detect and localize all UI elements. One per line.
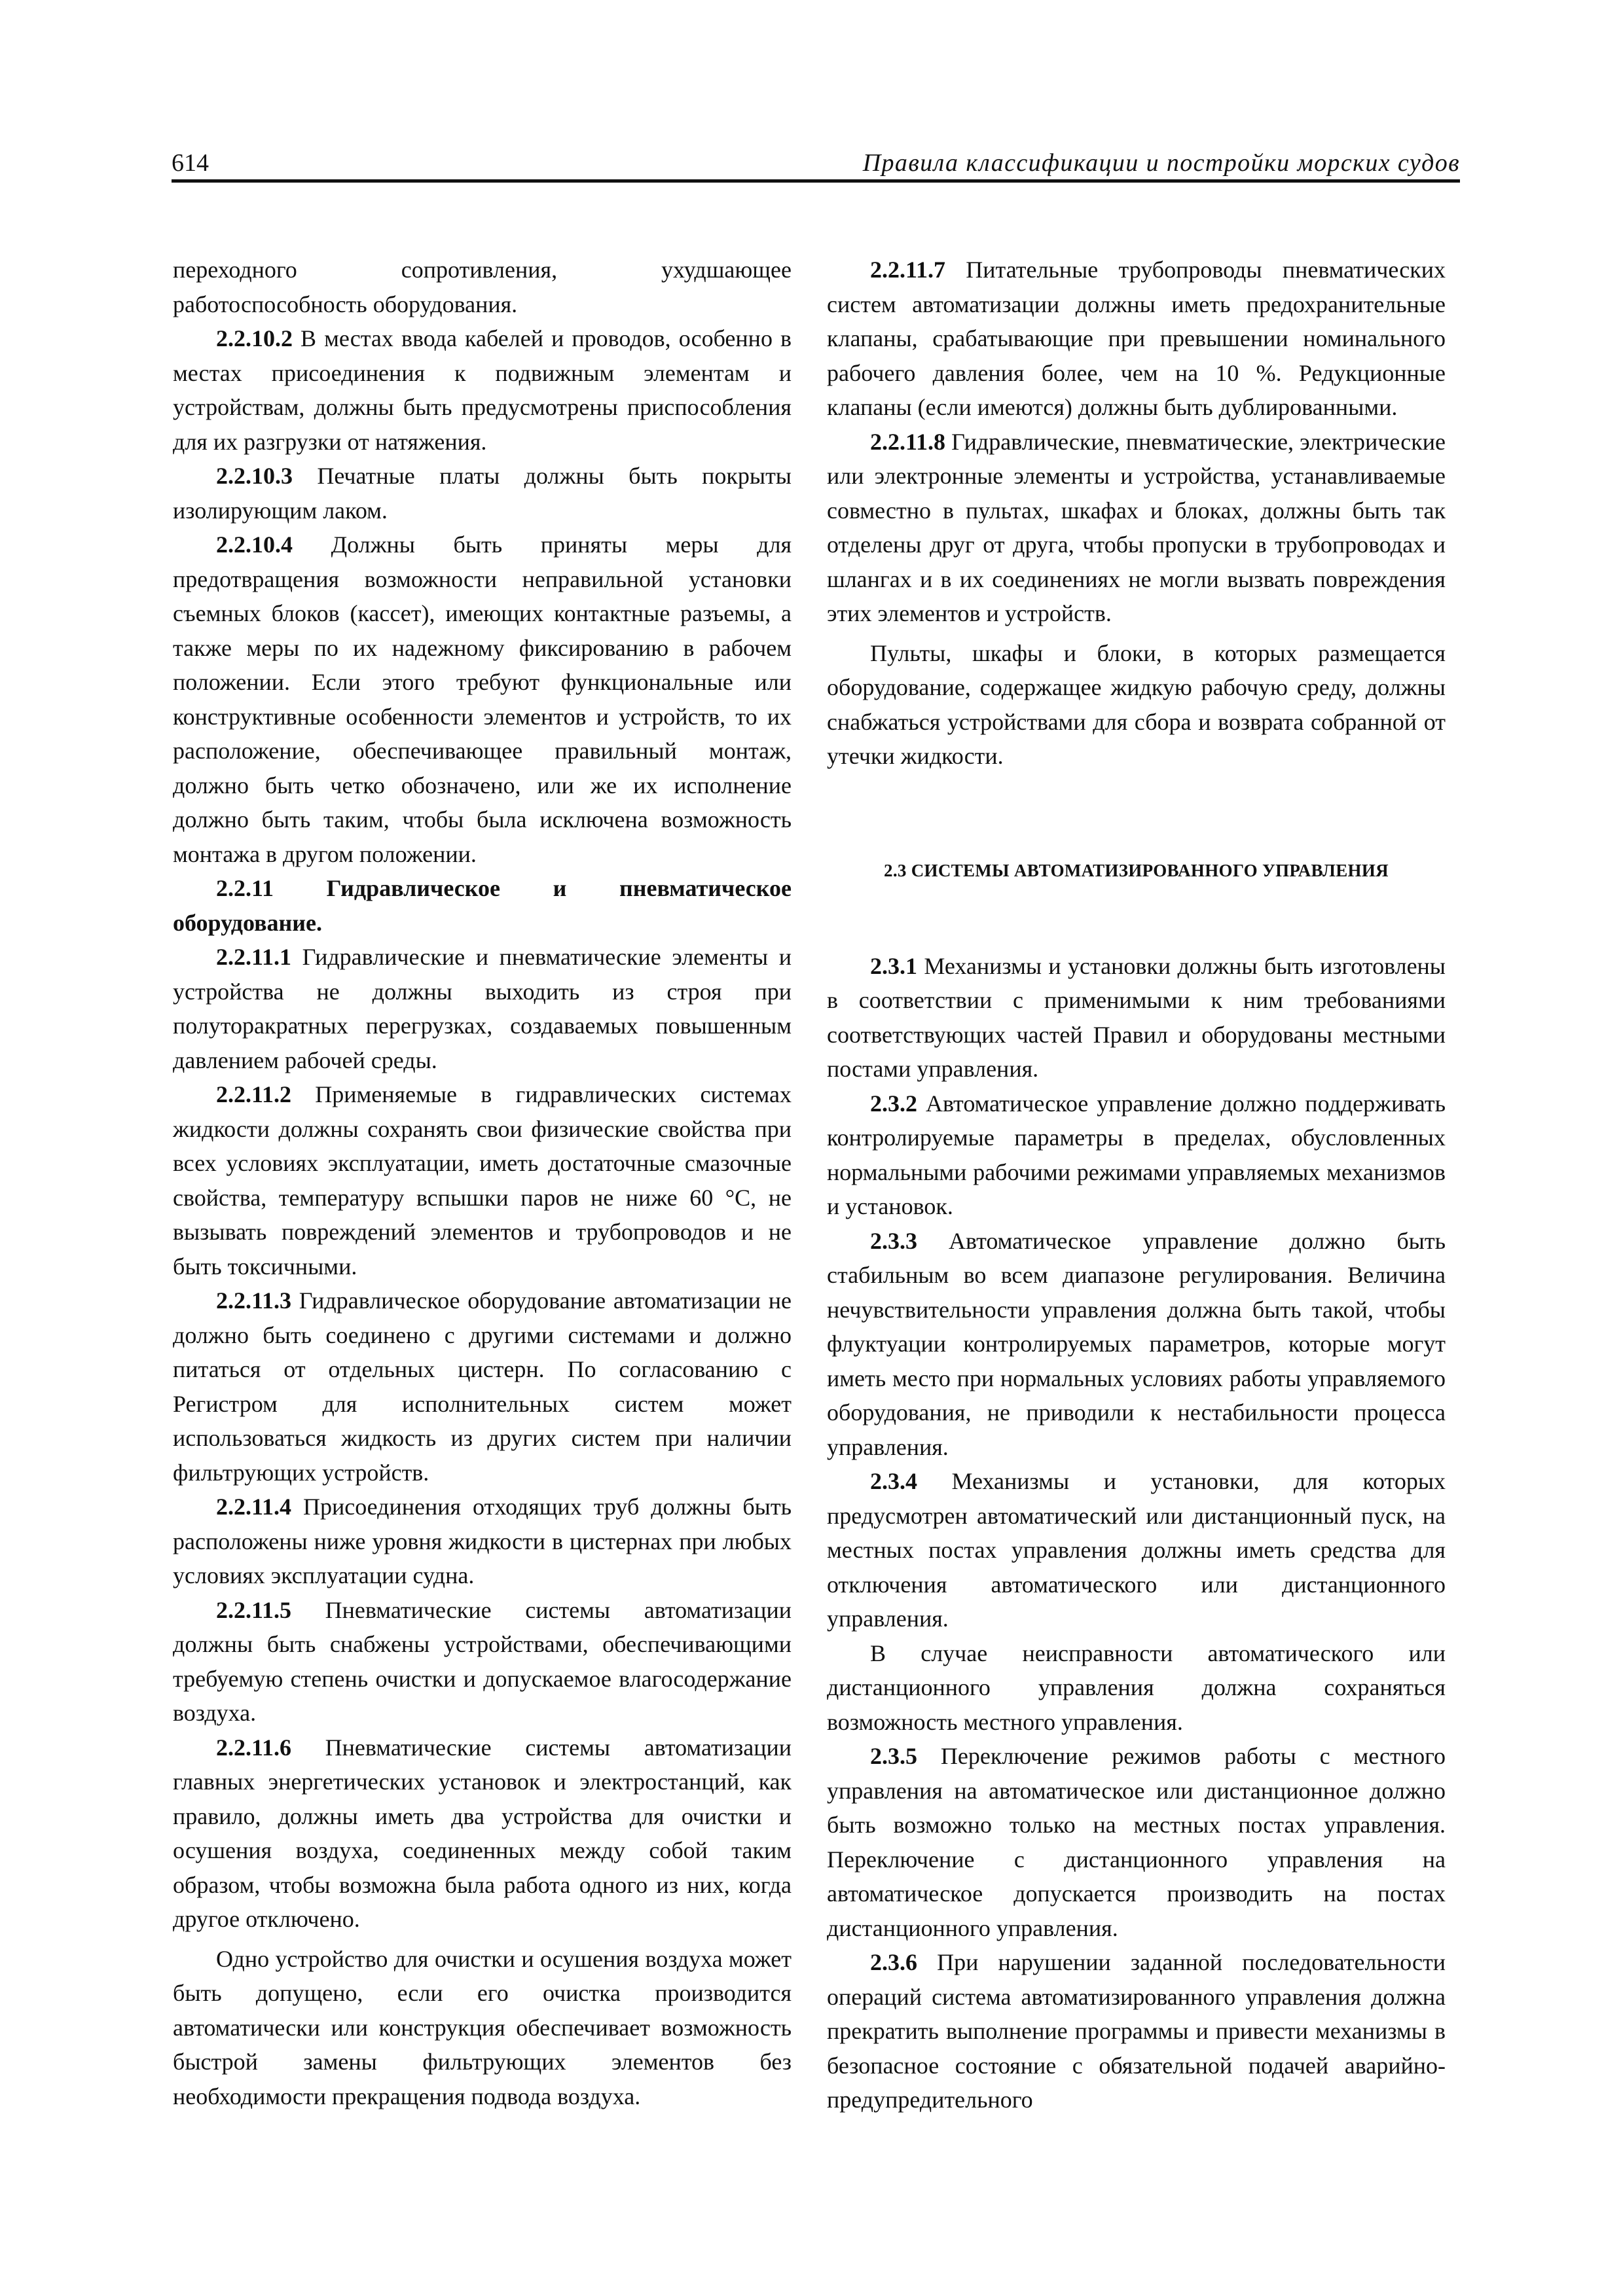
page-header bbox=[172, 145, 1460, 183]
clause-number: 2.2.11.5 bbox=[216, 1596, 292, 1623]
paragraph-2-3-4 bbox=[827, 1464, 1446, 1636]
clause-number: 2.3.2 bbox=[870, 1090, 917, 1117]
clause-number: 2.2.11.1 bbox=[216, 944, 292, 970]
paragraph-plain: Пульты, шкафы и блоки, в которых размещается оборудование, содержащее жидкую рабочую среду, должны снабжаться устройствами для сбора и возврата собранной от утечки жидкости. bbox=[827, 639, 1446, 769]
clause-text: Автоматическое управление должно поддерживать контролируемые параметры в пределах, обусловленных нормальными рабочими режимами управляемых механизмов и установок. bbox=[827, 1090, 1446, 1219]
paragraph-2-2-10-4 bbox=[173, 528, 792, 871]
clause-number: 2.2.11.6 bbox=[216, 1734, 292, 1761]
paragraph-2-2-11-6 bbox=[173, 1731, 792, 1937]
clause-number: 2.3.6 bbox=[870, 1949, 917, 1975]
paragraph-2-2-10-2 bbox=[173, 321, 792, 459]
clause-number: 2.3.4 bbox=[870, 1468, 917, 1494]
clause-number: 2.3.1 bbox=[870, 952, 917, 979]
clause-text: Гидравлические, пневматические, электрические или электронные элементы и устройства, устанавливаемые совместно в пультах, шкафах и блоках, должны быть так отделены друг от друга, чтобы пропуски в трубопроводах и шлангах и в их соединениях не могли вызвать повреждения этих элементов и устройств. bbox=[827, 428, 1446, 626]
paragraph-2-2-11-2 bbox=[173, 1077, 792, 1283]
paragraph-2-3-5 bbox=[827, 1739, 1446, 1945]
clause-number: 2.2.10.4 bbox=[216, 531, 293, 558]
left-column bbox=[173, 253, 792, 2113]
clause-number: 2.2.11.4 bbox=[216, 1494, 292, 1520]
paragraph-plain: Одно устройство для очистки и осушения воздуха может быть допущено, если его очистка производится автоматически или конструкция обеспечивает возможность быстрой замены фильтрующих элементов без необходимости прекращения подвода воздуха. bbox=[173, 1945, 792, 2109]
clause-text: Механизмы и установки должны быть изготовлены в соответствии с применимыми к ним требованиями соответствующих частей Правил и оборудованы местными постами управления. bbox=[827, 952, 1446, 1082]
clause-text: Пневматические системы автоматизации главных энергетических установок и электростанций, как правило, должны иметь два устройства для очистки и осушения воздуха, соединенных между собой таким образом, чтобы возможна была работа одного из них, когда другое отключено. bbox=[173, 1734, 792, 1932]
clause-number: 2.2.10.2 bbox=[216, 325, 293, 351]
paragraph-2-2-11-3 bbox=[173, 1283, 792, 1490]
clause-text: Применяемые в гидравлических системах жидкости должны сохранять свои физические свойства при всех условиях эксплуатации, иметь достаточные смазочные свойства, температуру вспышки паров не ниже 60 °С, не вызывать повреждений элементов и трубопроводов и не быть токсичными. bbox=[173, 1081, 792, 1280]
paragraph-2-2-11-5 bbox=[173, 1593, 792, 1731]
paragraph-2-2-11-8 bbox=[827, 425, 1446, 631]
subsection-heading-2-2-11 bbox=[173, 871, 792, 940]
clause-text: Гидравлические и пневматические элементы и устройства не должны выходить из строя при полуторакратных перегрузках, создаваемых повышенным давлением рабочей среды. bbox=[173, 944, 792, 1073]
page-number: 614 bbox=[172, 149, 209, 177]
clause-text: Питательные трубопроводы пневматических систем автоматизации должны иметь предохранительные клапаны, срабатывающие при превышении номинального рабочего давления более, чем на 10 %. Редукционные клапаны (если имеются) должны быть дублированными. bbox=[827, 257, 1446, 420]
clause-text: При нарушении заданной последовательности операций система автоматизированного управления должна прекратить выполнение программы и привести механизмы в безопасное состояние с обязательной подачей аварийно-предупредительного bbox=[827, 1949, 1446, 2113]
paragraph-2-3-3 bbox=[827, 1224, 1446, 1465]
clause-text: Должны быть приняты меры для предотвращения возможности неправильной установки съемных блоков (кассет), имеющих контактные разъемы, а также меры по их надежному фиксированию в рабочем положении. Если этого требуют функциональные или конструктивные особенности элементов и устройств, то их расположение, обеспечивающее правильный монтаж, должно быть четко обозначено, или же их исполнение должно быть таким, чтобы была исключена возможность монтажа в другом положении. bbox=[173, 531, 792, 867]
paragraph-2-3-6 bbox=[827, 1945, 1446, 2117]
clause-text: Механизмы и установки, для которых предусмотрен автоматический или дистанционный пуск, на местных постах управления должны иметь средства для отключения автоматического или дистанционного управления. bbox=[827, 1468, 1446, 1632]
clause-number: 2.2.11.8 bbox=[870, 428, 946, 455]
paragraph-2-2-10-3 bbox=[173, 459, 792, 528]
clause-number: 2.2.11.7 bbox=[870, 257, 946, 283]
paragraph-2-3-2 bbox=[827, 1086, 1446, 1224]
clause-text: В местах ввода кабелей и проводов, особенно в местах присоединения к подвижным элементам и устройствам, должны быть предусмотрены приспособления для их разгрузки от натяжения. bbox=[173, 325, 792, 455]
paragraph-continuation: переходного сопротивления, ухудшающее работоспособность оборудования. bbox=[173, 257, 792, 317]
running-title: Правила классификации и постройки морских судов bbox=[862, 149, 1460, 177]
paragraph-plain: В случае неисправности автоматического или дистанционного управления должна сохраняться возможность местного управления. bbox=[827, 1640, 1446, 1735]
paragraph-2-2-11-1 bbox=[173, 940, 792, 1077]
clause-number: 2.3.3 bbox=[870, 1227, 917, 1254]
clause-number: 2.2.11.2 bbox=[216, 1081, 292, 1107]
clause-text: Присоединения отходящих труб должны быть расположены ниже уровня жидкости в цистернах при любых условиях эксплуатации судна. bbox=[173, 1494, 792, 1588]
right-column bbox=[827, 253, 1446, 2117]
paragraph-2-2-11-4 bbox=[173, 1490, 792, 1593]
paragraph-2-2-11-7 bbox=[827, 253, 1446, 425]
paragraph-2-3-1 bbox=[827, 949, 1446, 1086]
section-heading-2-3: 2.3 СИСТЕМЫ АВТОМАТИЗИРОВАННОГО УПРАВЛЕНИЯ bbox=[884, 860, 1389, 880]
clause-number: 2.2.10.3 bbox=[216, 463, 293, 489]
clause-text: Пневматические системы автоматизации должны быть снабжены устройствами, обеспечивающими требуемую степень очистки и допускаемое влагосодержание воздуха. bbox=[173, 1596, 792, 1726]
clause-text: Гидравлическое оборудование автоматизации не должно быть соединено с другими системами и должно питаться от отдельных цистерн. По согласованию с Регистром для исполнительных систем может использоваться жидкость из других систем при наличии фильтрующих устройств. bbox=[173, 1287, 792, 1486]
clause-number: 2.3.5 bbox=[870, 1743, 917, 1769]
clause-number: 2.2.11.3 bbox=[216, 1287, 292, 1314]
clause-text: Автоматическое управление должно быть стабильным во всем диапазоне регулирования. Величина нечувствительности управления должна быть такой, чтобы флуктуации контролируемых параметров, которые могут иметь место при нормальных условиях работы управляемого оборудования, не приводили к нестабильности процесса управления. bbox=[827, 1227, 1446, 1460]
clause-text: Переключение режимов работы с местного управления на автоматическое или дистанционное должно быть возможно только на местных постах управления. Переключение с дистанционного управления на автоматическое допускается производить на постах дистанционного управления. bbox=[827, 1743, 1446, 1941]
subsection-title: 2.2.11 Гидравлическое и пневматическое оборудование. bbox=[173, 875, 792, 936]
clause-text: Печатные платы должны быть покрыты изолирующим лаком. bbox=[173, 463, 792, 524]
